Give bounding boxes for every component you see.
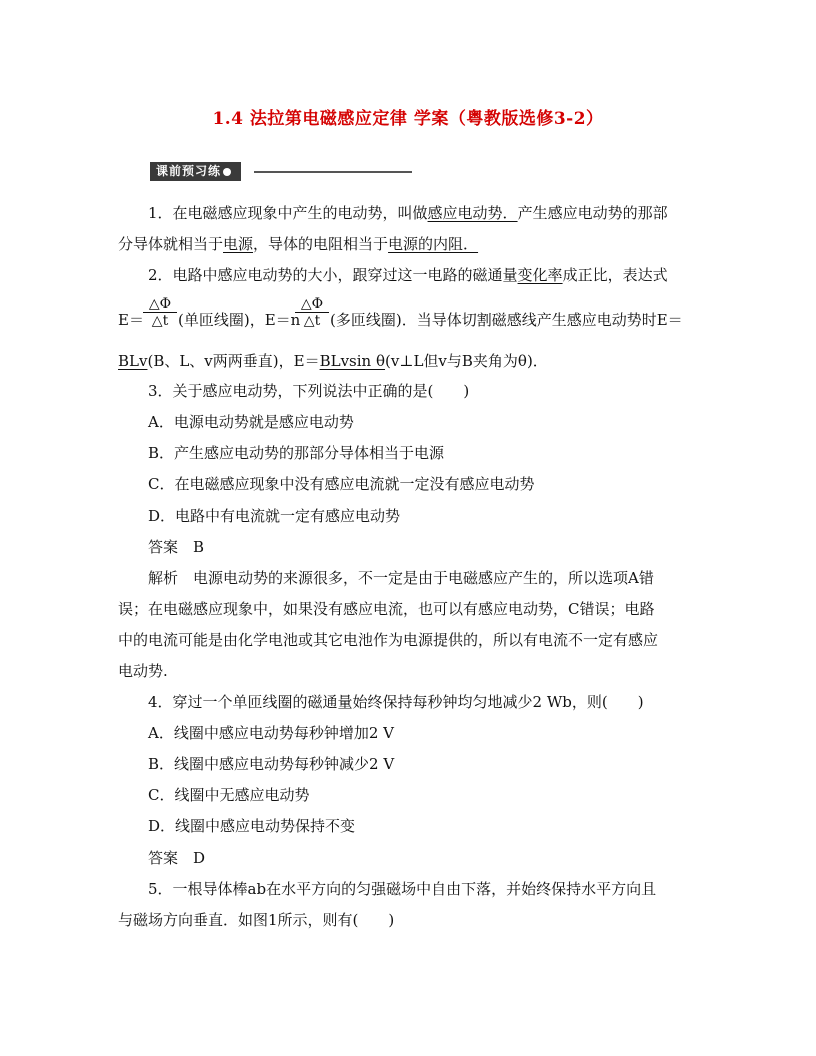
q1-line-1: [148, 203, 668, 223]
q2-answer-3: BLvsin θ: [319, 352, 386, 370]
q3-option-b: B．产生感应电动势的那部分导体相当于电源: [148, 444, 445, 462]
q4-option-a: A．线圈中感应电动势每秒钟增加2 V: [148, 724, 394, 742]
q3-analysis-line-4: 电动势.: [118, 662, 168, 680]
q2-single-coil: (单匝线圈)，E＝n: [178, 311, 301, 329]
q3-analysis-line-1: 解析 电源电动势的来源很多，不一定是由于电磁感应产生的，所以选项A错: [148, 569, 654, 587]
section-tag: [150, 162, 241, 181]
fraction-numerator: △Φ: [295, 296, 329, 313]
section-header: [150, 160, 412, 184]
q3-answer: 答案 B: [148, 538, 205, 556]
q4-option-c: C．线圈中无感应电动势: [148, 786, 310, 804]
q2-text: (v⊥L但v与B夹角为θ)．: [385, 352, 548, 370]
q4-option-d: D．线圈中感应电动势保持不变: [148, 817, 356, 835]
q1-text: ，导体的电阻相当于: [253, 235, 389, 253]
q2-text: 成正比，表达式: [562, 266, 668, 284]
q1-answer-1: 感应电动势．: [427, 204, 518, 222]
q3-option-d: D．电路中有电流就一定有感应电动势: [148, 507, 401, 525]
q4-stem: 4．穿过一个单匝线圈的磁通量始终保持每秒钟均匀地减少2 Wb，则( ): [148, 693, 644, 711]
q1-text: 1．在电磁感应现象中产生的电动势，叫做: [148, 204, 428, 222]
fraction-denominator: △t: [151, 313, 169, 329]
q5-stem-line-1: 5．一根导体棒ab在水平方向的匀强磁场中自由下落，并始终保持水平方向且: [148, 880, 657, 898]
q4-answer: 答案 D: [148, 849, 206, 867]
q2-fraction-1: [143, 296, 177, 329]
q3-stem: 3．关于感应电动势，下列说法中正确的是( ): [148, 382, 470, 400]
q1-line-2: [118, 234, 478, 254]
q1-text: 产生感应电动势的那部: [517, 204, 668, 222]
q1-text: 分导体就相当于: [118, 235, 224, 253]
q1-answer-2: 电源: [223, 235, 254, 253]
q2-fraction-2: [295, 296, 329, 329]
fraction-numerator: △Φ: [143, 296, 177, 313]
section-divider: [254, 171, 412, 173]
q3-analysis-line-3: 中的电流可能是由化学电池或其它电池作为电源提供的，所以有电流不一定有感应: [118, 631, 659, 649]
q1-answer-3: 电源的内阻．: [388, 235, 479, 253]
q2-multi-coil: (多匝线圈)．当导体切割磁感线产生感应电动势时E＝: [330, 311, 683, 329]
q2-text: 2．电路中感应电动势的大小，跟穿过这一电路的磁通量: [148, 266, 518, 284]
section-tag-label: 课前预习练: [156, 164, 222, 178]
q2-text: (B、L、v两两垂直)，E＝: [147, 352, 320, 370]
q2-answer-2: BLv: [118, 352, 148, 370]
document-title: 1.4 法拉第电磁感应定律 学案（粤教版选修3-2）: [212, 109, 604, 129]
bullet-dot-icon: [223, 168, 231, 176]
q3-analysis-line-2: 误；在电磁感应现象中，如果没有感应电流，也可以有感应电动势，C错误；电路: [118, 600, 655, 618]
q3-option-c: C．在电磁感应现象中没有感应电流就一定没有感应电动势: [148, 475, 535, 493]
q2-answer-1: 变化率: [517, 266, 563, 284]
q4-option-b: B．线圈中感应电动势每秒钟减少2 V: [148, 755, 395, 773]
q2-line-1: [148, 265, 668, 285]
q3-option-a: A．电源电动势就是感应电动势: [148, 413, 354, 431]
q2-e-equals: E＝: [118, 311, 144, 329]
fraction-denominator: △t: [303, 313, 321, 329]
q2-line-3: [118, 351, 548, 371]
q5-stem-line-2: 与磁场方向垂直．如图1所示，则有( ): [118, 911, 395, 929]
